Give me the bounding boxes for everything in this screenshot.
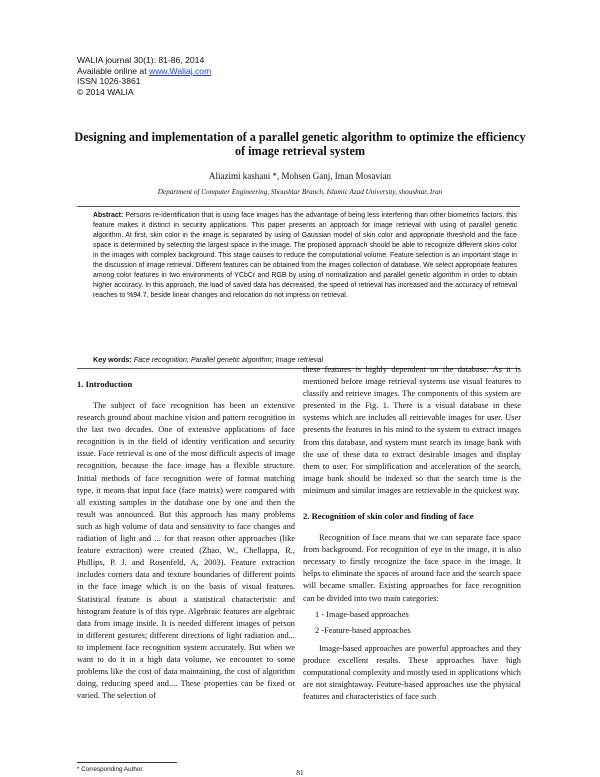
- author-list: Aliazimi kashani *, Mohsen Ganj, Iman Mosavian: [209, 171, 391, 181]
- right-column: [303, 364, 521, 703]
- journal-website-link[interactable]: www.Waliaj.com: [149, 65, 212, 76]
- list-item: 2 -Feature-based approaches: [315, 625, 411, 635]
- intro-continuation-paragraph: these features is highly dependent on the database. As it is mentioned before image retrieval systems use visual features to classify and retrieve images. The components of this system are presented in the Fig. 1. There is a visual database in these systems which are includes all retrievable images for user. User presents the features in his mind to the system to extract images from this database, and system must search its image bank with the use of these data to extract desirable images and display them to user. For simplification and acceleration of the search, image bank should be indexed so that the search time is the minimum and similar images are retrievable in the quickest way.: [303, 365, 521, 495]
- journal-header: [77, 55, 211, 97]
- availability-line: [77, 66, 211, 77]
- abstract: [93, 211, 517, 301]
- left-column: [77, 378, 295, 702]
- corresponding-author-footnote: * Corresponding Author.: [77, 766, 144, 773]
- footnote-rule: [77, 762, 177, 763]
- paper-title: Designing and implementation of a parallel genetic algorithm to optimize the efficiency of image retrieval system: [74, 130, 526, 158]
- approaches-paragraph: Image-based approaches are powerful approaches and they produce excellent results. These approaches have high computational complexity and mostly used in applications which are not straightaway. Feature-based approaches use the physical features and characteristics of face such: [303, 643, 521, 702]
- list-item: 1 - Image-based approaches: [315, 609, 409, 619]
- section-heading-skin-color: 2. Recognition of skin color and finding of face: [303, 511, 474, 522]
- abstract-text: Persons re-identification that is using face images has the advantage of being less interfering than other biometrics factors, this feature makes it distinct in security applications. This paper presents an approach for image retrieval with using of parallel genetic algorithm. At first, skin color in the image is separated by using of Gaussian model of skin color and appropriate threshold and the face space is determined by selecting the largest space in the image. The proposed approach should be able to recognize different skins color in the images with complex background. This stage causes to reduce the computational volume. Feature selection is an important stage in the discussion of image retrieval. Different features can be obtained from the images collection of database. We select appropriate features among color features in two environments of YCbCr and RGB by using of normalization and parallel genetic algorithm in order to obtain higher accuracy. In this approach, the load of saved data has decreased, the speed of retrieval has increased and the accuracy of retrieval reaches to %94.7, beside linear changes and relocation do not impress on retrieval.: [93, 212, 517, 299]
- keywords-label: Key words:: [93, 355, 132, 364]
- copyright: © 2014 WALIA: [77, 86, 134, 97]
- skin-color-paragraph: Recognition of face means that we can separate face space from background. For recognition of eye in the image, it is also necessary to firstly recognize the face space in the image. It helps to eliminate the spaces of around face and the search space will became smaller. Existing approaches for face recognition can be divided into two main categories:: [303, 533, 521, 603]
- keywords-text: Face recognition; Parallel genetic algorithm; Image retrieval: [131, 355, 324, 364]
- page-number: 81: [296, 768, 304, 777]
- abstract-top-rule: [77, 206, 520, 207]
- author-affiliation: Department of Computer Engineering, Shoushtar Branch, Islamic Azad University, shoushtar, Iran: [157, 188, 443, 196]
- availability-prefix: Available online at: [77, 65, 149, 76]
- abstract-label: Abstract:: [93, 212, 124, 219]
- issn: ISSN 1026-3861: [77, 76, 141, 87]
- intro-paragraph: The subject of face recognition has been an extensive research ground about machine vision and pattern recognition in the last two decades. One of extensive applications of face recognition is in the field of identity verification and security issue. Face retrieval is one of the most difficult aspects of image recognition, because the face image has a flexible structure. Initial methods of face recognition were of format matching type, it means that input face (face matrix) were compared with all existing samples in the database one by one and then the result was announced. But this approach has many problems such as high volume of data and sensitivity to face changes and radiation of light and ... for that reason other approaches (like feature extraction) were created (Zhao, W., Chellappa, R., Phillips, P. J. and Rosenfeld, A, 2003). Feature extraction includes corners data and texture boundaries of different points in the face image which is on the basis of visual features. Statistical feature is about a statistical characteristic and histogram feature is of this type. Algebraic features are algebraic data from image inside. It is needed different images of person in different gestures; different directions of light radiation and... to implement face recognition system accurately. But when we want to do it in a high data volume, we encounter to some problems like the cost of data maintaining, the cost of algorithm doing, reducing speed and.... These properties can be fixed or varied. The selection of: [77, 401, 295, 701]
- keywords: [93, 355, 517, 364]
- section-heading-introduction: 1. Introduction: [77, 379, 133, 389]
- journal-citation: WALIA journal 30(1): 81-86, 2014: [77, 55, 205, 65]
